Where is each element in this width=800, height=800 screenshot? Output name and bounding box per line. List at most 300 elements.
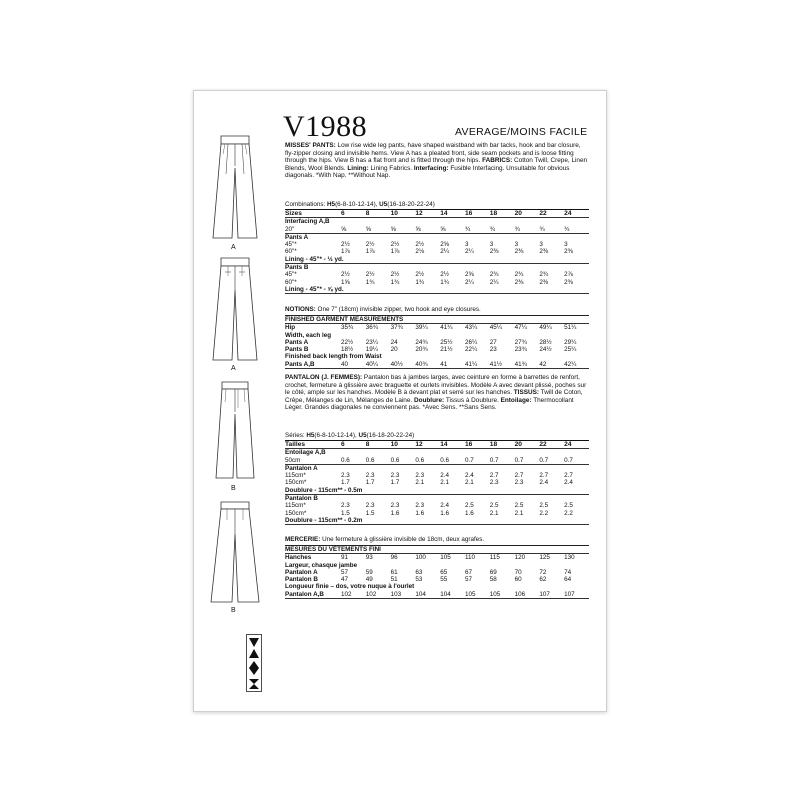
table-cell: 2¼ [440,248,449,256]
table-cell: 2.3 [514,479,524,487]
view-label: B [231,485,236,492]
table-cell: 24 [564,441,589,449]
yardage-chart-french [285,441,589,525]
table-cell: ⅝ [366,226,391,234]
table-cell: 1.7 [341,479,350,487]
table-cell: 3 [489,241,494,249]
table-cell: 107 [539,591,564,599]
row-label: Pants B [285,264,309,272]
table-cell: ⅝ [391,226,416,234]
table-cell: 42 [539,361,564,369]
table-cell: 2½ [390,241,400,249]
table-cell: 20 [515,210,540,218]
table-cell: 20¾ [415,346,428,354]
table-cell: 102 [341,591,366,599]
description-text: Fusible Interfacing. Unsuitable for obvious diagonals. *With Nap. **Without Nap. [285,164,570,180]
table-row [285,218,589,226]
table-cell: 2.5 [514,502,524,510]
table-row [285,576,589,583]
table-row [285,457,589,465]
table-cell: 105 [490,591,515,599]
row-label: Pantalon A,B [285,591,341,599]
table-cell: 2.4 [539,479,549,487]
table-cell: 2.5 [489,502,499,510]
table-cell: 25½ [440,338,453,346]
table-cell: 2.1 [514,509,524,517]
table-cell: 125 [539,554,550,562]
table-row [285,562,589,569]
table-cell: 3 [539,241,543,249]
table-row [285,324,589,332]
table-cell: 2.3 [365,502,375,510]
table-cell: 37¾ [390,324,403,332]
table-cell: 2.5 [539,502,549,510]
table-cell: 22 [539,441,564,449]
table-cell: 130 [564,554,575,562]
table-cell: 23 [489,346,497,354]
table-cell: 0.7 [539,457,564,465]
table-cell: 47¼ [514,324,527,332]
table-cell: 0.6 [341,457,366,465]
table-cell: 23¼ [365,338,379,346]
table-cell: 16 [465,210,490,218]
table-cell: 53 [415,576,423,584]
description-french [285,374,589,412]
combinations-french: Séries: H5(6-8-10-12-14), U5(16-18-20-22-24) [285,432,415,439]
table-cell: 2.3 [341,472,350,480]
table-cell: 2½ [365,241,375,249]
table-row [285,256,589,264]
row-label: 45"* [285,241,297,249]
table-cell: 40¾ [415,361,440,369]
table-cell: 27 [489,338,497,346]
table-cell: 1.7 [390,479,400,487]
table-cell: 106 [515,591,540,599]
description-heading: TISSUS: [513,389,539,397]
table-cell: 24½ [539,346,552,354]
table-cell: 0.6 [440,457,465,465]
table-cell: 2⅝ [440,241,449,249]
row-label: Pants A [285,233,309,241]
table-cell: 14 [440,441,465,449]
table-cell: 65 [440,568,448,576]
table-cell: 104 [440,591,465,599]
table-cell: 1⅞ [341,248,350,256]
table-cell: 18 [490,210,515,218]
table-row [285,441,589,449]
description-heading: MISSES' PANTS: [285,142,336,149]
table-cell: ¾ [564,226,589,234]
table-row [285,449,589,457]
table-row [285,569,589,576]
table-cell: 2.4 [440,502,449,510]
table-cell: 10 [391,441,416,449]
table-row [285,583,589,590]
table-cell: 96 [390,554,398,562]
table-cell: 3 [514,241,519,249]
description-heading: FABRICS: [482,157,513,165]
table-cell: 1.5 [365,509,375,517]
table-cell: 115 [489,554,500,562]
table-cell: 1.6 [415,509,425,517]
table-cell: 2.3 [390,502,400,510]
table-cell: 2½ [415,271,425,279]
table-cell: 2.2 [539,509,549,517]
row-label: Pantalon A [285,568,318,576]
table-row [285,279,589,286]
table-cell: 24 [390,338,398,346]
table-cell: 102 [366,591,391,599]
table-cell: ¾ [539,226,564,234]
row-label: 60"* [285,278,297,286]
table-cell: 2.5 [564,502,573,510]
table-row [285,472,589,479]
table-cell: 2.5 [464,502,474,510]
row-label: 150cm* [285,479,307,487]
description-text: Pantalon bas à jambes larges, avec ceinture en forme à barrettes de renfort, crochet, fermeture à glissière avec braguette et ourlets invisibles. Modèle A avec devant plissé, poches sur le côté, ample sur les hanches. Modèle B à devant plat et serré sur les hanches. [285,374,587,397]
table-cell: 63 [415,568,423,576]
table-cell: 2⅜ [514,278,524,286]
table-cell: 2¾ [514,271,524,279]
table-cell: 41½ [490,361,515,369]
table-cell: 0.7 [515,457,540,465]
description-heading: PANTALON (J. FEMMES): [285,374,363,381]
row-label: 150cm* [285,509,307,517]
table-cell: 2⅜ [539,248,549,256]
table-cell: 2⅜ [564,278,573,286]
table-cell: 61 [390,568,398,576]
table-cell: 2⅜ [489,248,499,256]
row-label: 45"* [285,271,297,279]
table-cell: 2.3 [390,472,400,480]
table-cell: 6 [341,210,366,218]
table-row [285,487,589,495]
row-label: Doublure - 115cm** - 0.2m [285,517,589,525]
table-cell: ⅝ [440,226,465,234]
table-cell: 103 [391,591,416,599]
table-cell: ¾ [465,226,490,234]
table-cell: 2.4 [464,472,474,480]
table-cell: 2¼ [464,278,474,286]
row-label: Hip [285,324,296,332]
table-cell: 2.1 [464,479,474,487]
row-label: Pants A,B [285,361,341,369]
combinations-english: Combinations: H5(6-8-10-12-14), U5(16-18-20-22-24) [285,201,435,208]
table-row [285,264,589,272]
table-cell: 2.4 [440,472,449,480]
table-cell: 2½ [415,241,425,249]
table-cell: 57 [341,568,349,576]
table-row [285,464,589,472]
table-cell: 2.2 [564,509,573,517]
table-cell: 1⅞ [390,248,400,256]
table-cell: 24 [564,210,589,218]
table-cell: 41¼ [465,361,490,369]
description-text: Twill de Coton, Crêpe, Mélanges de Lin, Mélanges de Laine. [285,389,583,404]
row-label: MESURES DU VÊTEMENTS FINI [285,546,589,554]
table-cell: 14 [440,210,465,218]
table-cell: 2⅜ [564,248,573,256]
table-cell: 10 [391,210,416,218]
table-cell: 60 [514,576,522,584]
table-row [285,361,589,369]
table-cell: 0.6 [415,457,440,465]
description-english [285,142,589,180]
table-cell: 24¾ [415,338,428,346]
row-label: Sizes [285,210,341,218]
table-cell: 58 [489,576,497,584]
table-cell: 41¼ [440,324,453,332]
row-label: Width, each leg [285,331,332,339]
table-cell: 51¼ [564,324,577,332]
table-cell: 21½ [440,346,453,354]
table-cell: 23¾ [514,346,527,354]
table-cell: 2.1 [415,479,425,487]
table-row [285,502,589,509]
table-cell: 12 [415,210,440,218]
row-label: Lining - 45"* - ½ yd. [285,256,589,264]
description-heading: Interfacing: [413,164,449,172]
table-cell: 2.7 [489,472,499,480]
table-cell: 1¾ [440,278,449,286]
table-cell: 1¾ [415,278,425,286]
table-cell: 20 [390,346,398,354]
row-label: 60"* [285,248,297,256]
table-cell: 8 [366,441,391,449]
table-cell: 40½ [391,361,416,369]
table-cell: 2.7 [539,472,549,480]
table-cell: 69 [489,568,497,576]
table-cell: 1.6 [440,509,449,517]
table-cell: 93 [365,554,373,562]
description-text: Thermocollant Léger. Grandes diagonales ne conviennent pas. *Avec Sens. **Sans Sens. [285,396,574,412]
table-cell: 91 [341,554,349,562]
table-row [285,510,589,517]
table-row [285,316,589,324]
row-label: 115cm* [285,502,306,510]
row-label: Interfacing A,B [285,218,330,226]
table-cell: 57 [464,576,472,584]
row-label: 50cm [285,457,341,465]
description-heading: Doublure: [413,396,445,404]
table-row [285,554,589,562]
notions-english: NOTIONS: One 7" (18cm) invisible zipper, two hook and eye closures. [285,306,481,313]
row-label: Doublure - 115cm** - 0.5m [285,487,589,495]
table-cell: 1¾ [365,278,375,286]
table-cell: 2½ [390,271,400,279]
table-cell: 74 [564,568,572,576]
table-row [285,286,589,294]
table-cell: ⅝ [341,226,366,234]
table-cell: 0.7 [465,457,490,465]
table-row [285,353,589,360]
table-row [285,346,589,353]
table-cell: 70 [514,568,522,576]
table-cell: 72 [539,568,547,576]
table-row [285,495,589,503]
row-label: Pantalon A [285,464,318,472]
table-cell: 64 [564,576,572,584]
table-cell: 2.7 [564,472,573,480]
table-cell: 29¼ [564,338,577,346]
table-cell: 105 [440,554,451,562]
view-a-back-drawing [210,256,260,364]
description-text: Tissus à Doublure. [444,396,501,404]
table-cell: 27¾ [514,338,527,346]
description-text: Lining Fabrics. [368,164,414,172]
table-cell: 2⅝ [464,271,474,279]
table-cell: 2.3 [365,472,375,480]
table-cell: 36¾ [365,324,379,332]
table-cell: 2⅜ [514,248,524,256]
table-cell: 2½ [365,271,375,279]
table-cell: 40 [341,361,366,369]
table-cell: 2½ [440,271,449,279]
table-cell: 0.7 [564,457,589,465]
table-cell: 22¼ [464,346,478,354]
table-cell: 2.4 [564,479,573,487]
table-cell: 2⅜ [539,278,549,286]
table-cell: 42¼ [564,361,589,369]
row-label: Pants A [285,338,309,346]
table-cell: 1.7 [365,479,375,487]
table-cell: 49¼ [539,324,552,332]
table-cell: ¾ [490,226,515,234]
table-cell: 100 [415,554,426,562]
table-cell: 22 [539,210,564,218]
table-cell: 2.1 [489,509,499,517]
table-cell: 104 [415,591,440,599]
table-cell: 28½ [539,338,552,346]
difficulty-label: AVERAGE/MOINS FACILE [455,126,588,138]
table-cell: 41¾ [515,361,540,369]
table-row [285,332,589,339]
table-cell: 40¼ [366,361,391,369]
notions-french: MERCERIE: Une fermeture à glissière invisible de 18cm, deux agrafes. [285,536,485,543]
table-cell: 51 [390,576,398,584]
description-heading: Entoilage: [500,396,532,404]
table-cell: 55 [440,576,448,584]
table-cell: 1.5 [341,509,350,517]
table-cell: 59 [365,568,373,576]
view-b-front-drawing [210,380,260,482]
table-cell: 2½ [341,271,350,279]
table-cell: 2.3 [415,472,425,480]
row-label: 115cm* [285,472,306,480]
table-cell: 47 [341,576,349,584]
description-text: Low rise wide leg pants, have shaped waistband with bar tacks, hook and bar closure, fly-zipper closing and invisible hems. View A has a pleated front, side seam pockets and is loose fitting through the hips. View B has a flat front and is fitted through the hips. [285,142,581,165]
row-label: 20" [285,226,341,234]
table-cell: ⅝ [415,226,440,234]
table-cell: 2.3 [341,502,350,510]
description-text: Cotton Twill, Crepe, Linen Blends, Wool Blends. [285,157,588,172]
table-cell: 2¾ [539,271,549,279]
table-cell: 8 [366,210,391,218]
finished-measurements-english [285,316,589,369]
table-cell: 1¾ [390,278,400,286]
table-cell: 1⅝ [341,278,350,286]
description-heading: Lining: [347,164,369,172]
row-label: Longueur finie – dos, votre nuque à l'ourlet [285,583,415,591]
table-row [285,591,589,599]
table-cell: 1⅞ [365,248,375,256]
table-cell: 39¼ [415,324,428,332]
table-cell: 18 [490,441,515,449]
table-cell: 45¼ [489,324,503,332]
table-cell: ¾ [515,226,540,234]
table-cell: 67 [464,568,472,576]
table-cell: 43¼ [464,324,478,332]
table-cell: 2¼ [489,278,499,286]
table-cell: 0.6 [366,457,391,465]
row-label: FINISHED GARMENT MEASUREMENTS [285,316,589,324]
table-cell: 49 [365,576,373,584]
finished-measurements-french [285,546,589,599]
table-cell: 18½ [341,346,354,354]
table-cell: 6 [341,441,366,449]
table-cell: 2½ [341,241,350,249]
table-cell: 107 [564,591,589,599]
table-row [285,233,589,241]
table-cell: 2.1 [440,479,449,487]
table-cell: 3 [464,241,469,249]
table-cell: 62 [539,576,547,584]
view-a-front-drawing [210,134,260,242]
row-label: Finished back length from Waist [285,353,382,361]
row-label: Pants B [285,346,309,354]
table-row [285,226,589,234]
table-cell: 20 [515,441,540,449]
table-cell: 105 [465,591,490,599]
view-label: A [231,365,236,372]
row-label: Pantalon B [285,576,318,584]
row-label: Lining - 45"* - ⅝ yd. [285,286,589,294]
table-cell: 2.7 [514,472,524,480]
table-cell: 12 [415,441,440,449]
table-row [285,248,589,255]
view-label: B [231,607,236,614]
table-cell: 2¾ [489,271,499,279]
table-cell: 2¼ [464,248,474,256]
table-cell: 2.3 [415,502,425,510]
table-cell: 2⅛ [415,248,425,256]
table-row [285,479,589,486]
table-row [285,546,589,554]
row-label: Tailles [285,441,341,449]
table-row [285,210,589,218]
pattern-symbols-icon [246,634,262,692]
yardage-chart-english [285,210,589,294]
table-row [285,517,589,525]
table-row [285,271,589,278]
table-cell: 120 [514,554,526,562]
row-label: Largeur, chasque jambe [285,561,358,569]
table-cell: 0.6 [391,457,416,465]
view-b-back-drawing [208,500,262,606]
table-cell: 0.7 [490,457,515,465]
table-cell: 1.6 [390,509,400,517]
table-cell: 2.3 [489,479,499,487]
table-row [285,241,589,248]
table-cell: 16 [465,441,490,449]
view-label: A [231,244,236,251]
table-cell: 19¼ [365,346,379,354]
table-cell: 110 [464,554,476,562]
table-cell: 3 [564,241,568,249]
row-label: Pantalon B [285,495,318,503]
row-label: Hanches [285,554,312,562]
table-cell: 2⅞ [564,271,573,279]
